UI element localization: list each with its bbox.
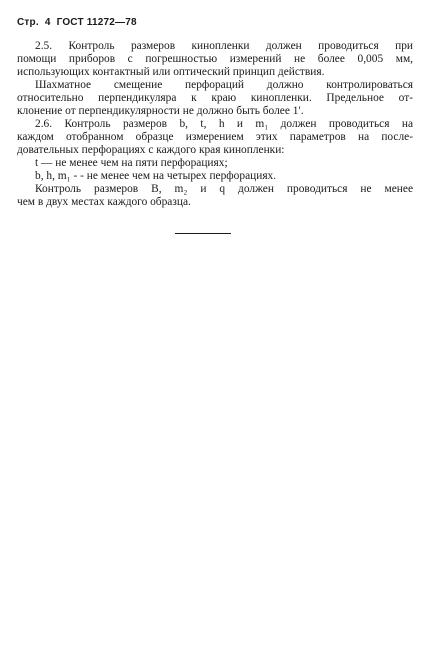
page-number: 4 [44,17,51,28]
text-line: t — не менее чем на пяти перфорациях; [35,157,228,169]
text-line: чем в двух местах каждого образца. [17,196,191,208]
text-line: относительно перпендикуляра к краю кинопленки. Предельное от- [17,92,413,104]
section-divider [175,233,231,234]
text-line: клонение от перпендикулярности не должно быть более 1′. [17,105,304,117]
page-prefix: Стр. [17,17,39,28]
text-line: довательных перфорациях с каждого края кинопленки: [17,144,285,156]
text-line: 2.5. Контроль размеров кинопленки должен проводиться при [35,40,413,52]
text-line: 2.6. Контроль размеров b, t, h и m₁ должен проводиться на [35,118,413,130]
text-line: каждом отобранном образце измерением этих параметров на после- [17,131,413,143]
standard-designation: ГОСТ 11272—78 [56,17,137,28]
text-line: Контроль размеров B, m₂ и q должен проводиться не менее [35,183,413,195]
page-header [17,17,143,28]
text-line: Шахматное смещение перфораций должно контролироваться [35,79,413,91]
text-line: использующих контактный или оптический принцип действия. [17,66,325,78]
text-line: b, h, m₁ - - не менее чем на четырех перфорациях. [35,170,277,182]
text-line: помощи приборов с погрешностью измерений не более 0,005 мм, [17,53,413,65]
document-body [17,40,413,209]
